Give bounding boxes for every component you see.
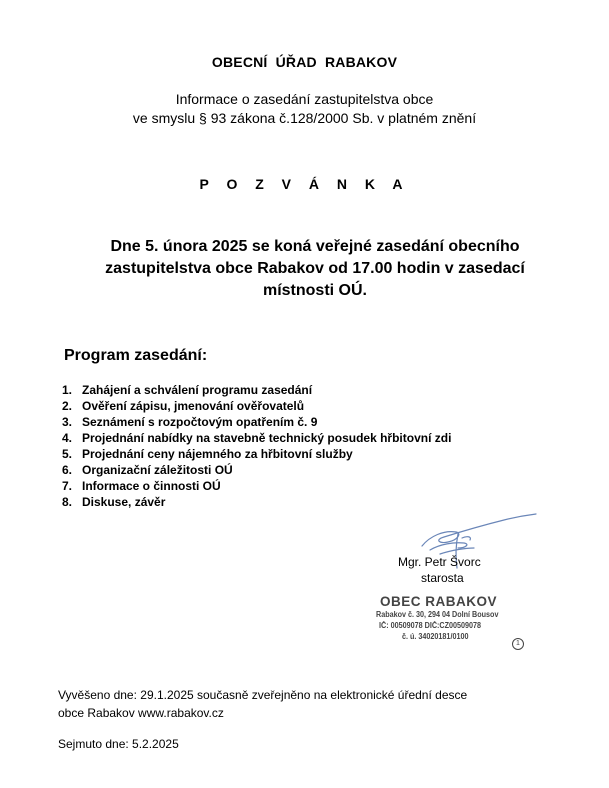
invitation-title: P O Z V Á N K A bbox=[199, 176, 410, 192]
info-line-2: ve smyslu § 93 zákona č.128/2000 Sb. v platném znění bbox=[132, 110, 477, 126]
agenda-item-text: Projednání ceny nájemného za hřbitovní služby bbox=[82, 447, 353, 461]
agenda-item-text: Diskuse, závěr bbox=[82, 495, 166, 509]
posted-line-2: obce Rabakov www.rabakov.cz bbox=[58, 706, 224, 720]
agenda-item bbox=[62, 398, 451, 414]
agenda-item-number: 1. bbox=[62, 383, 73, 397]
agenda-item-text: Zahájení a schválení programu zasedání bbox=[82, 383, 313, 397]
agenda-item-number: 2. bbox=[62, 399, 73, 413]
agenda-item bbox=[62, 494, 451, 510]
signer-role: starosta bbox=[421, 571, 464, 585]
agenda-item-text: Projednání nabídky na stavebně technický posudek hřbitovní zdi bbox=[82, 431, 452, 445]
agenda-item bbox=[62, 478, 451, 494]
posted-line-1: Vyvěšeno dne: 29.1.2025 současně zveřejněno na elektronické úřední desce bbox=[58, 688, 468, 702]
agenda-list bbox=[62, 382, 451, 510]
stamp-account: č. ú. 34020181/0100 bbox=[402, 632, 469, 641]
agenda-item bbox=[62, 462, 451, 478]
program-title: Program zasedání: bbox=[64, 347, 208, 364]
agenda-item-text: Seznámení s rozpočtovým opatřením č. 9 bbox=[82, 415, 318, 429]
stamp-circle-mark: 1 bbox=[512, 638, 524, 650]
agenda-item-number: 4. bbox=[62, 431, 73, 445]
announcement: Dne 5. února 2025 se koná veřejné zasedání obecního zastupitelstva obce Rabakov od 17.00 hodin v zasedací místnosti OÚ. bbox=[105, 238, 525, 299]
stamp-ids: IČ: 00509078 DIČ:CZ00509078 bbox=[379, 621, 482, 630]
stamp-title: OBEC RABAKOV bbox=[380, 594, 498, 609]
agenda-item-text: Organizační záležitosti OÚ bbox=[82, 463, 233, 477]
official-stamp bbox=[376, 594, 536, 647]
agenda-item-text: Informace o činnosti OÚ bbox=[82, 479, 221, 493]
agenda-item-number: 5. bbox=[62, 447, 73, 461]
office-name: OBECNÍ ÚŘAD RABAKOV bbox=[211, 54, 398, 70]
agenda-item-number: 3. bbox=[62, 415, 73, 429]
agenda-item-number: 6. bbox=[62, 463, 73, 477]
agenda-item-number: 8. bbox=[62, 495, 73, 509]
agenda-item bbox=[62, 414, 451, 430]
stamp-address: Rabakov č. 30, 294 04 Dolní Bousov bbox=[376, 610, 499, 619]
info-line-1: Informace o zasedání zastupitelstva obce bbox=[175, 91, 434, 107]
agenda-item-number: 7. bbox=[62, 479, 73, 493]
agenda-item bbox=[62, 382, 451, 398]
agenda-item-text: Ověření zápisu, jmenování ověřovatelů bbox=[82, 399, 305, 413]
agenda-item bbox=[62, 446, 451, 462]
agenda-item bbox=[62, 430, 451, 446]
removed-date: Sejmuto dne: 5.2.2025 bbox=[58, 737, 179, 751]
signer-name: Mgr. Petr Švorc bbox=[398, 555, 481, 569]
